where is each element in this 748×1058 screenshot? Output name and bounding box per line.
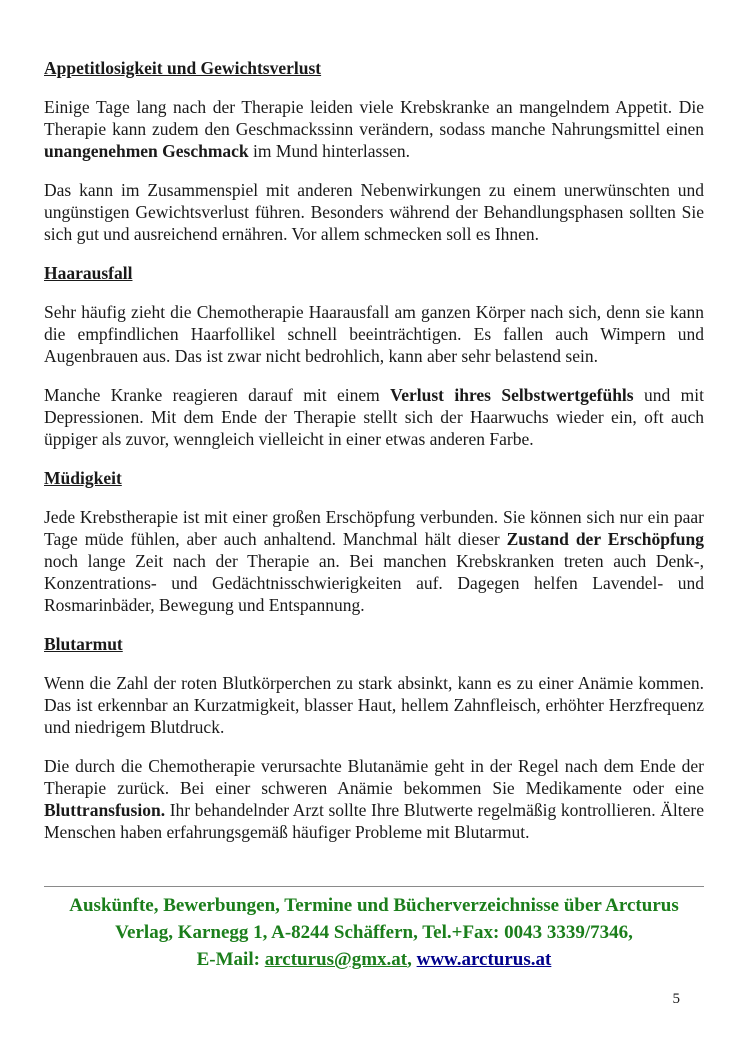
bold-text: Verlust ihres Selbstwertgefühls [390,385,634,405]
bold-text: unangenehmen Geschmack [44,141,249,161]
footer-line [44,946,704,973]
footer-line [44,919,704,946]
footer-text: Auskünfte, Bewerbungen, Termine und Bücherverzeichnisse über Arcturus [69,895,679,916]
bold-text: Bluttransfusion. [44,800,166,820]
document-content [44,57,704,860]
footer-line [44,892,704,919]
bold-text: Zustand der Erschöpfung [506,529,704,549]
paragraph [44,301,704,367]
body-text: Die durch die Chemotherapie verursachte Blutanämie geht in der Regel nach dem Ende der Therapie zurück. Bei einer schweren Anämie bekommen Sie Medikamente oder eine [44,756,704,798]
body-text: Einige Tage lang nach der Therapie leiden viele Krebskranke an mangelndem Appetit. Die Therapie kann zudem den Geschmackssinn verändern, sodass manche Nahrungsmittel einen [44,97,704,139]
section-heading: Müdigkeit [44,468,122,488]
footer-text-block [44,892,704,973]
section-heading: Haarausfall [44,263,133,283]
body-text: im Mund hinterlassen. [248,141,411,161]
footer-text: Verlag, Karnegg 1, A-8244 Schäffern, Tel.+Fax: 0043 3339/7346, [115,922,633,943]
page-footer [44,886,704,973]
paragraph [44,96,704,162]
paragraph [44,672,704,738]
paragraph [44,755,704,843]
paragraph [44,179,704,245]
paragraph [44,506,704,616]
footer-text: E-Mail: [196,949,265,970]
body-text: Sehr häufig zieht die Chemotherapie Haarausfall am ganzen Körper nach sich, denn sie kann die empfindlichen Haarfollikel schnell beeinträchtigen. Es fallen auch Wimpern und Augenbrauen aus. Das ist zwar nicht bedrohlich, kann aber sehr belastend sein. [44,302,704,366]
body-text: Wenn die Zahl der roten Blutkörperchen zu stark absinkt, kann es zu einer Anämie kommen. Das ist erkennbar an Kurzatmigkeit, blasser Haut, hellem Zahnfleisch, erhöhter Herzfrequenz und niedrigem Blutdruck. [44,673,704,737]
body-text: Manche Kranke reagieren darauf mit einem [44,385,391,405]
body-text: Das kann im Zusammenspiel mit anderen Nebenwirkungen zu einem unerwünschten und ungünstigen Gewichtsverlust führen. Besonders während der Behandlungsphasen sollten Sie sich gut und ausreichend ernähren. Vor allem schmecken soll es Ihnen. [44,180,704,244]
email-link[interactable]: arcturus@gmx.at [264,949,408,970]
body-text: noch lange Zeit nach der Therapie an. Bei manchen Krebskranken treten auch Denk-, Konzentrations- und Gedächtnisschwierigkeiten auf. Dagegen helfen Lavendel- und Rosmarinbäder, Bewegung und Entspannung. [44,551,704,615]
page-number: 5 [672,991,680,1007]
footer-text: , [407,949,417,970]
section-heading: Blutarmut [44,634,123,654]
body-text: Ihr behandelnder Arzt sollte Ihre Blutwerte regelmäßig kontrollieren. Ältere Menschen haben erfahrungsgemäß häufiger Probleme mit Blutarmut. [44,800,704,842]
website-link[interactable]: www.arcturus.at [416,949,552,970]
paragraph [44,384,704,450]
section-heading: Appetitlosigkeit und Gewichtsverlust [44,58,322,78]
body-text: Jede Krebstherapie ist mit einer großen Erschöpfung verbunden. Sie können sich nur ein paar Tage müde fühlen, aber auch anhaltend. Manchmal hält dieser [44,507,704,549]
body-text: und mit Depressionen. Mit dem Ende der Therapie stellt sich der Haarwuchs wieder ein, oft auch üppiger als zuvor, wenngleich vielleicht in einer etwas anderen Farbe. [44,385,705,449]
